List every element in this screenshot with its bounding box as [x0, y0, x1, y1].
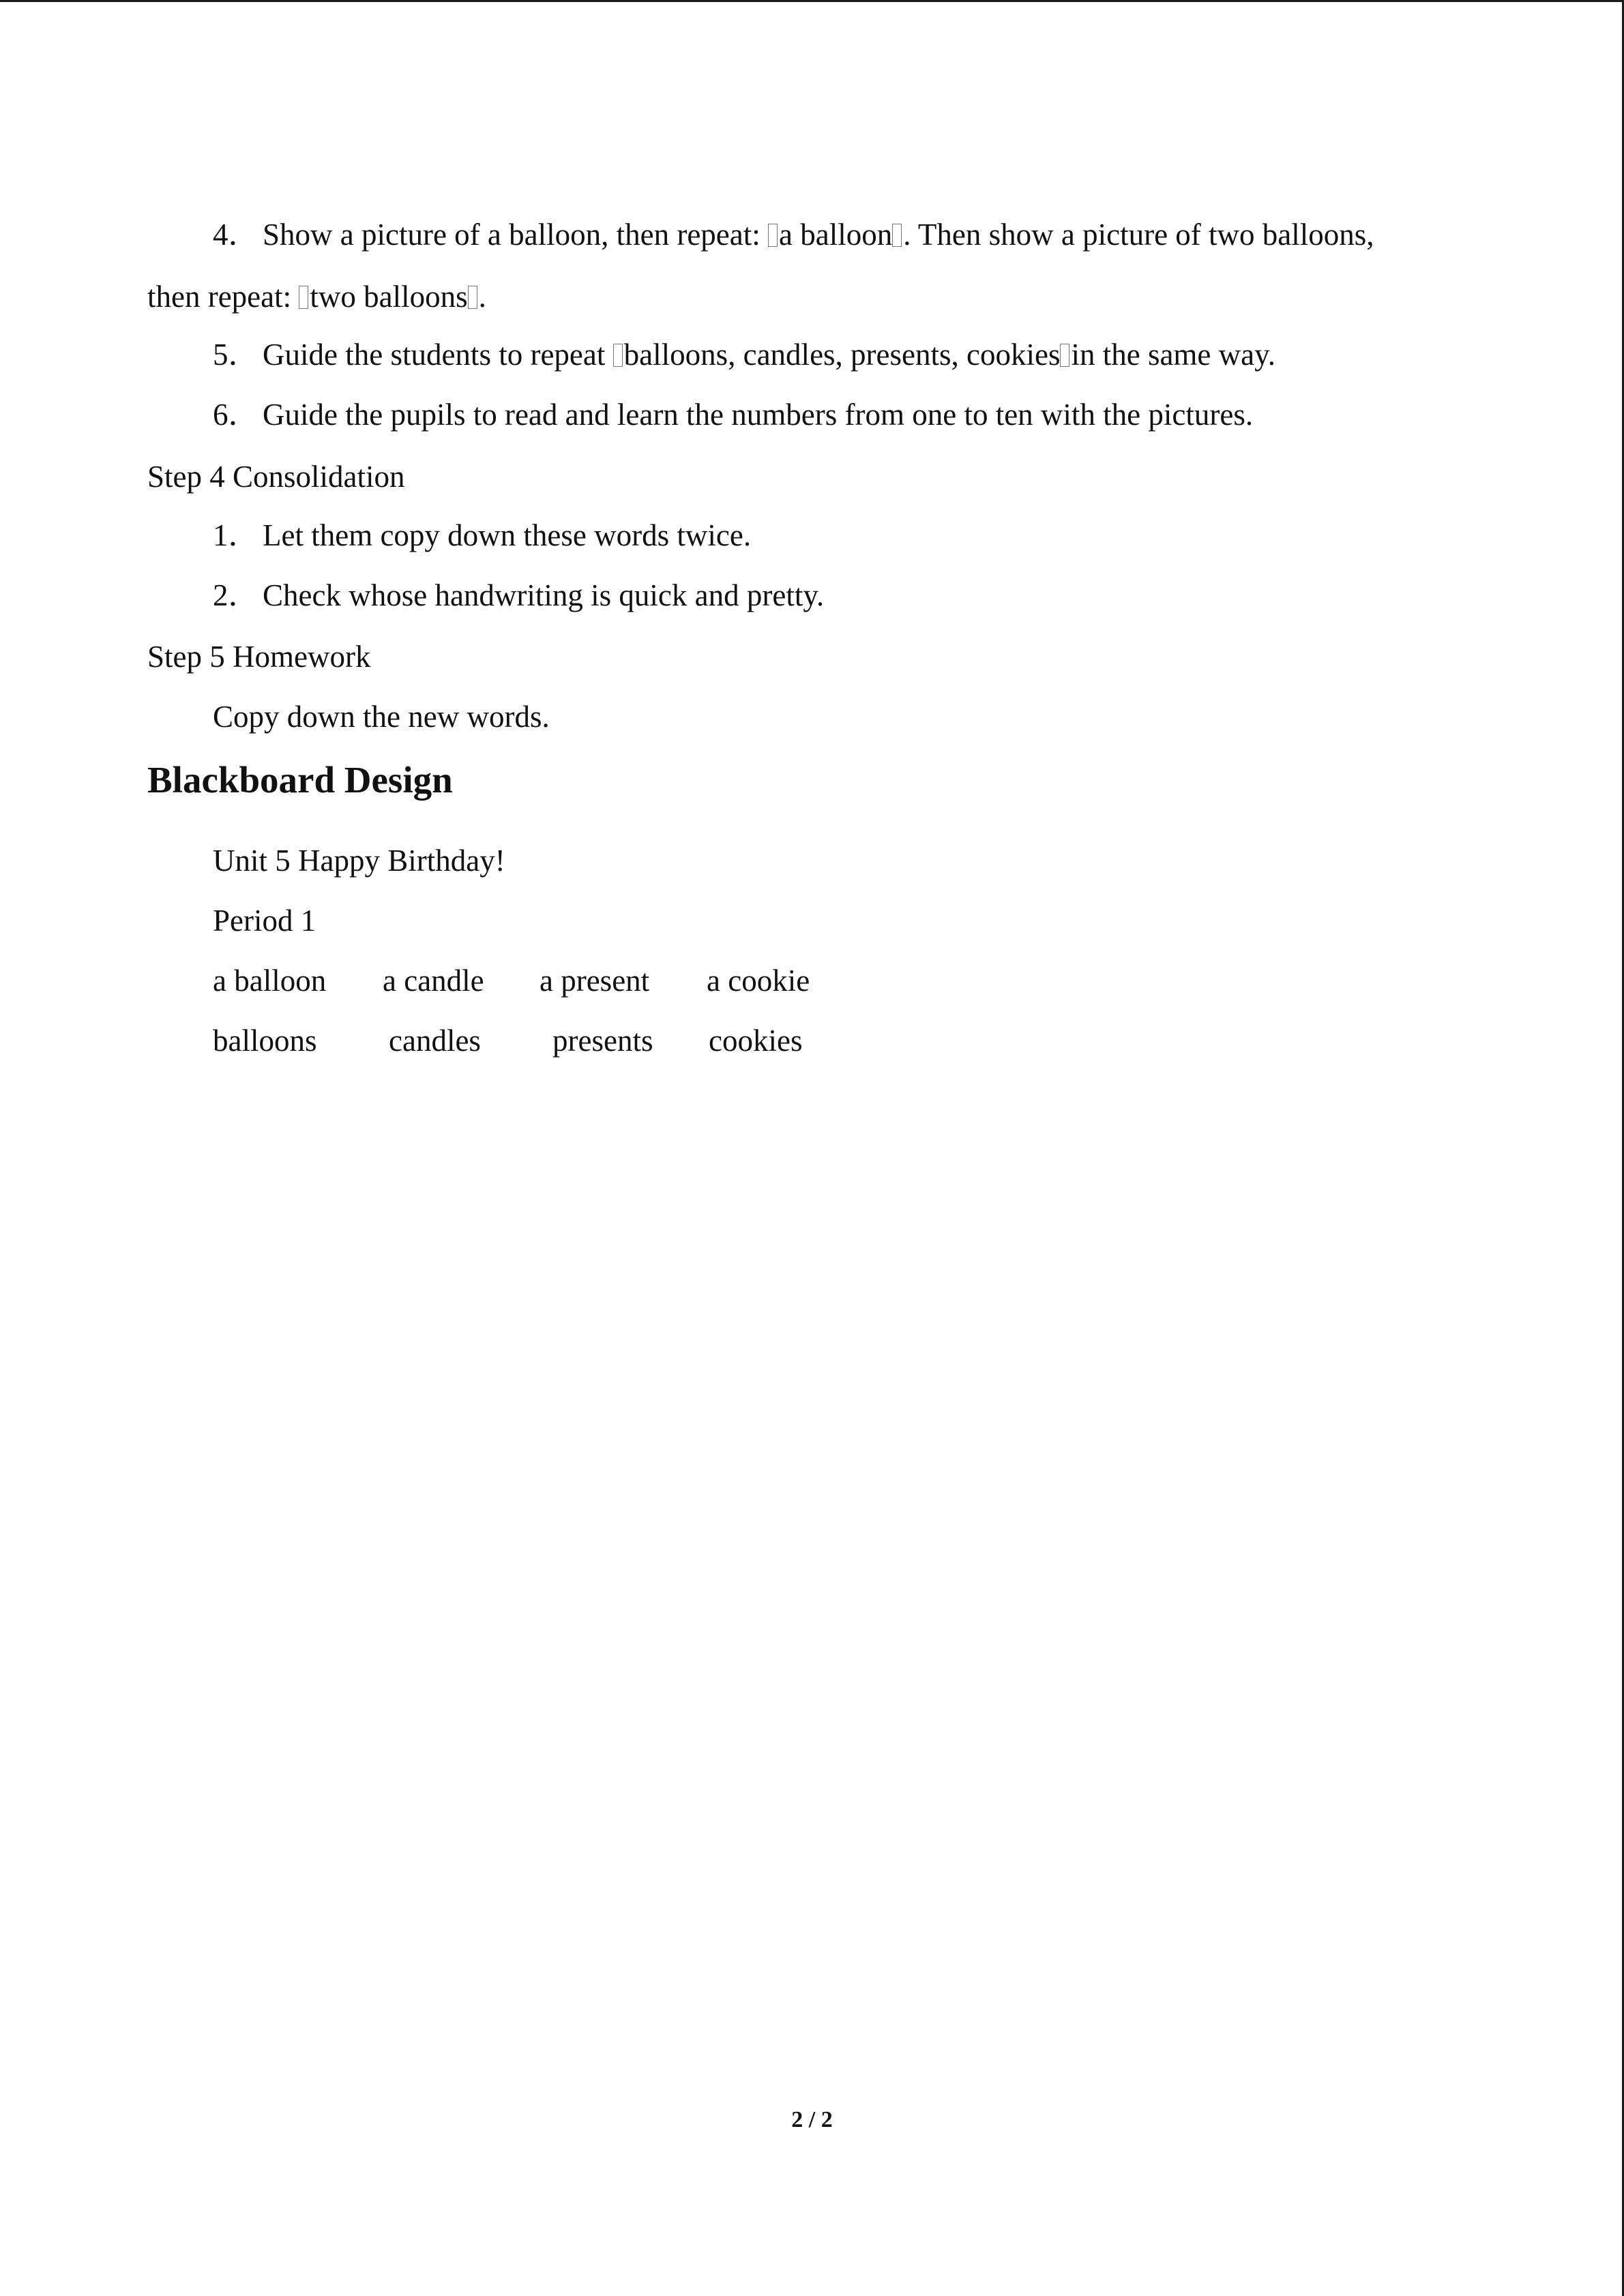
page-number: 2 / 2 [791, 2107, 833, 2132]
item-5-text-b: in the same way. [1071, 338, 1275, 372]
singular-word: a cookie [707, 964, 810, 998]
step-4-item-1-text: Let them copy down these words twice. [263, 518, 752, 552]
step-4-item-2-number: 2． [213, 578, 259, 612]
plural-word: candles [389, 1024, 481, 1058]
step-4-item-2-text: Check whose handwriting is quick and pretty. [263, 578, 825, 612]
step-4-item-1 [213, 520, 751, 551]
item-4-cont-b: . [478, 280, 486, 314]
singular-word: a balloon [213, 964, 327, 998]
quote-mark-box [299, 286, 308, 309]
quote-mark-box [892, 224, 902, 247]
quote-mark-box [613, 344, 623, 367]
item-6-line [213, 400, 1253, 430]
singular-word: a present [540, 964, 650, 998]
item-4-quote-2: two balloons [310, 280, 468, 314]
quote-mark-box [468, 286, 477, 309]
step-5-text: Copy down the new words. [213, 700, 550, 734]
page-top-border [0, 0, 1624, 2]
blackboard-unit: Unit 5 Happy Birthday! [213, 844, 505, 878]
step-4-item-1-number: 1． [213, 518, 259, 552]
item-6-number: 6． [213, 398, 259, 432]
step-4-title: Step 4 Consolidation [147, 460, 405, 494]
quote-mark-box [768, 224, 778, 247]
item-4-number: 4． [213, 218, 259, 252]
blackboard-heading: Blackboard Design [147, 759, 453, 801]
item-4-text-b: . Then show a picture of two balloons, [903, 218, 1374, 252]
plural-word: presents [552, 1024, 653, 1058]
item-4-line-1 [213, 220, 1374, 250]
blackboard-period: Period 1 [213, 904, 316, 938]
item-4-line-2 [147, 282, 486, 312]
step-5-title: Step 5 Homework [147, 640, 371, 674]
item-5-line [213, 340, 1275, 370]
plural-word: balloons [213, 1024, 317, 1058]
item-6-text: Guide the pupils to read and learn the numbers from one to ten with the pictures. [263, 398, 1254, 432]
item-4-quote-1: a balloon [779, 218, 893, 252]
item-4-cont-a: then repeat: [147, 280, 299, 314]
item-4-text-a: Show a picture of a balloon, then repeat: [263, 218, 769, 252]
plural-word: cookies [709, 1024, 803, 1058]
item-5-quote: balloons, candles, presents, cookies [623, 338, 1061, 372]
step-4-item-2 [213, 580, 824, 611]
item-5-number: 5． [213, 338, 259, 372]
quote-mark-box [1060, 344, 1069, 367]
singular-word: a candle [383, 964, 484, 998]
item-5-text-a: Guide the students to repeat [263, 338, 613, 372]
